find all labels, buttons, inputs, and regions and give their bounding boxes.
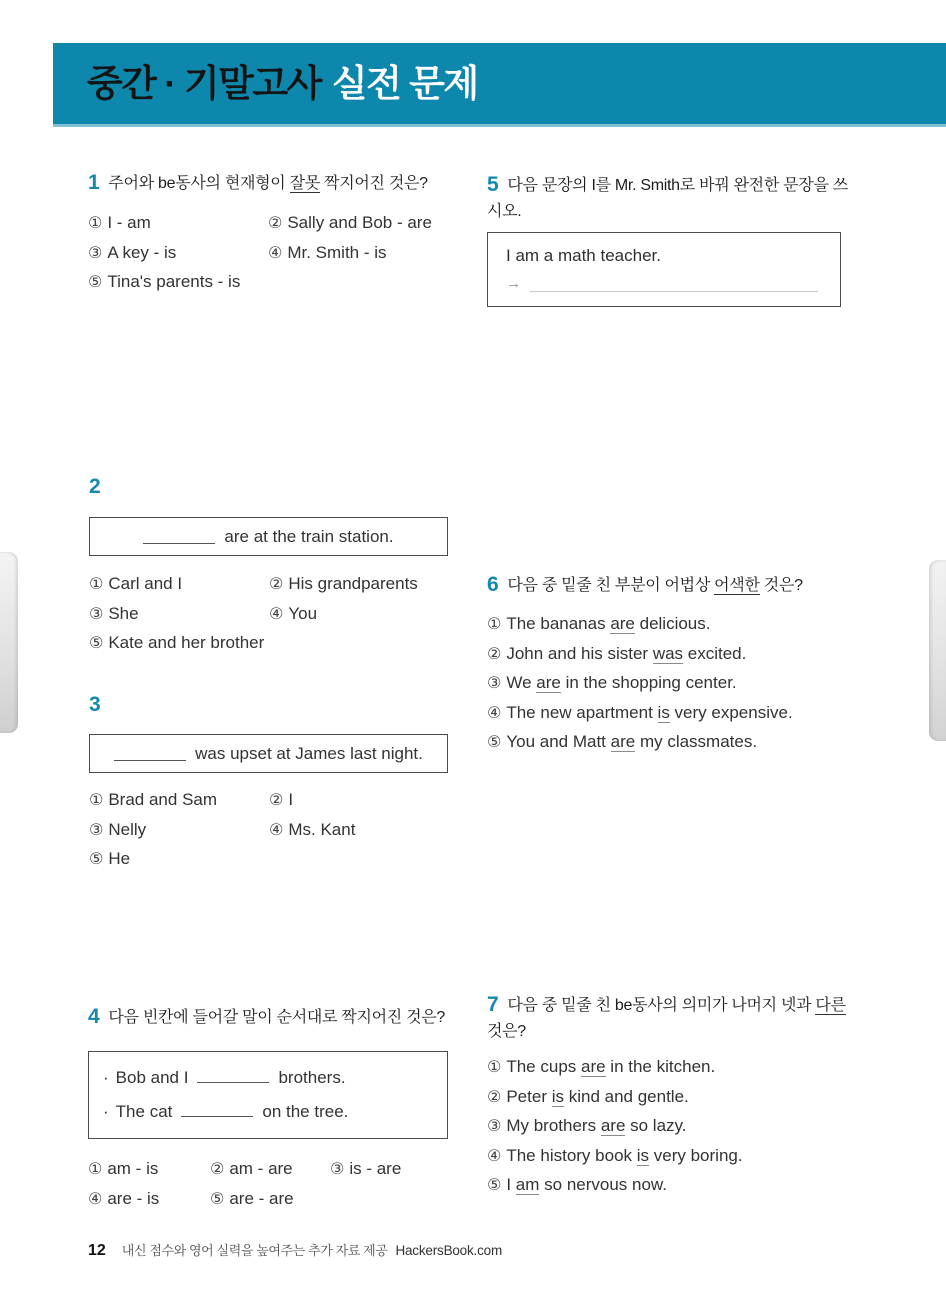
question-5-number: 5 [487,173,499,196]
option: ③ Nelly [89,819,147,839]
option: ④ You [269,603,318,623]
page-number: 12 [88,1242,106,1259]
option: ④ The new apartment is very expensive. [487,702,793,722]
option: ⑤ You and Matt are my classmates. [487,732,758,752]
page-title [87,65,478,102]
answer-blank [197,1068,269,1083]
question-3-number: 3 [89,693,101,716]
option: ③ is - are [330,1159,402,1178]
option: ④ The history book is very boring. [487,1145,743,1165]
question-1 [88,170,460,298]
question-6-number: 6 [487,573,499,596]
option: ① Carl and I [89,574,183,593]
option: ① The cups are in the kitchen. [487,1057,716,1076]
option: ③ She [89,603,139,623]
stem-line: · The cat on the tree. [103,1102,349,1121]
option: ① Brad and Sam [89,790,218,809]
question-4-stem-box [88,1051,448,1139]
option: ⑤ Tina's parents - is [88,272,241,291]
question-5-title: 5 다음 문장의 I를 Mr. Smith로 바꿔 완전한 문장을 쓰시오. [487,173,848,220]
option: ② John and his sister was excited. [487,643,747,663]
question-5 [487,172,861,307]
option: ④ Mr. Smith - is [268,242,387,262]
question-5-stem-box [487,232,841,307]
option: ⑤ Kate and her brother [89,633,265,652]
option: ② His grandparents [269,574,418,593]
question-7-title: 7 다음 중 밑줄 친 be동사의 의미가 나머지 넷과 다른 것은? [487,993,846,1040]
question-6-title: 6 다음 중 밑줄 친 부분이 어법상 어색한 것은? [487,573,803,596]
page-banner [53,43,946,127]
answer-blank [143,529,215,544]
question-2 [89,476,448,659]
answer-blank [114,746,186,761]
option: ⑤ I am so nervous now. [487,1175,667,1195]
answer-row [506,276,822,292]
option: ③ We are in the shopping center. [487,673,737,693]
question-4-title: 4 다음 빈칸에 들어갈 말이 순서대로 짝지어진 것은? [88,1005,445,1028]
option: ③ A key - is [88,242,177,262]
arrow-icon: → [506,275,521,292]
question-6-options [487,610,887,758]
prev-page-tab[interactable] [0,552,18,733]
option: ① I - am [88,213,151,232]
question-7-options [487,1053,865,1201]
question-3-options [89,786,448,875]
option: ⑤ are - are [210,1189,294,1208]
next-page-tab[interactable] [929,560,946,741]
question-2-options [89,570,448,659]
answer-blank [181,1102,253,1117]
question-1-title: 1 주어와 be동사의 현재형이 잘못 짝지어진 것은? [88,171,428,194]
option: ④ are - is [88,1189,160,1208]
option: ⑤ He [89,849,131,868]
stem-line: · Bob and I brothers. [103,1068,346,1087]
option: ② I [269,790,294,809]
option: ① am - is [88,1159,159,1178]
option: ② Sally and Bob - are [268,213,432,232]
footer-brand: HackersBook.com [395,1243,502,1258]
option: ① The bananas are delicious. [487,614,711,633]
option: ② Peter is kind and gentle. [487,1086,689,1106]
question-7-number: 7 [487,993,499,1016]
footer-tagline: 내신 점수와 영어 실력을 높여주는 추가 자료 제공 [121,1243,388,1258]
question-7 [487,992,865,1201]
page-title-dark: 중간 · 기말고사 [87,63,321,104]
answer-line [530,278,818,292]
question-2-stem-box [89,517,448,556]
question-2-number: 2 [89,475,101,498]
question-4-options [88,1154,448,1214]
question-6 [487,572,887,758]
option: ② am - are [210,1159,293,1178]
question-1-number: 1 [88,171,100,194]
question-4 [88,1004,448,1214]
question-2-stem: are at the train station. [224,526,394,546]
question-3 [89,694,448,875]
option: ④ Ms. Kant [269,819,356,839]
option: ③ My brothers are so lazy. [487,1116,687,1136]
question-3-stem-box [89,734,448,773]
question-5-stem: I am a math teacher. [506,246,661,265]
question-3-stem: was upset at James last night. [195,743,423,763]
question-1-options [88,209,460,298]
question-4-number: 4 [88,1005,100,1028]
page-footer [88,1240,502,1260]
page-title-light: 실전 문제 [331,63,478,104]
